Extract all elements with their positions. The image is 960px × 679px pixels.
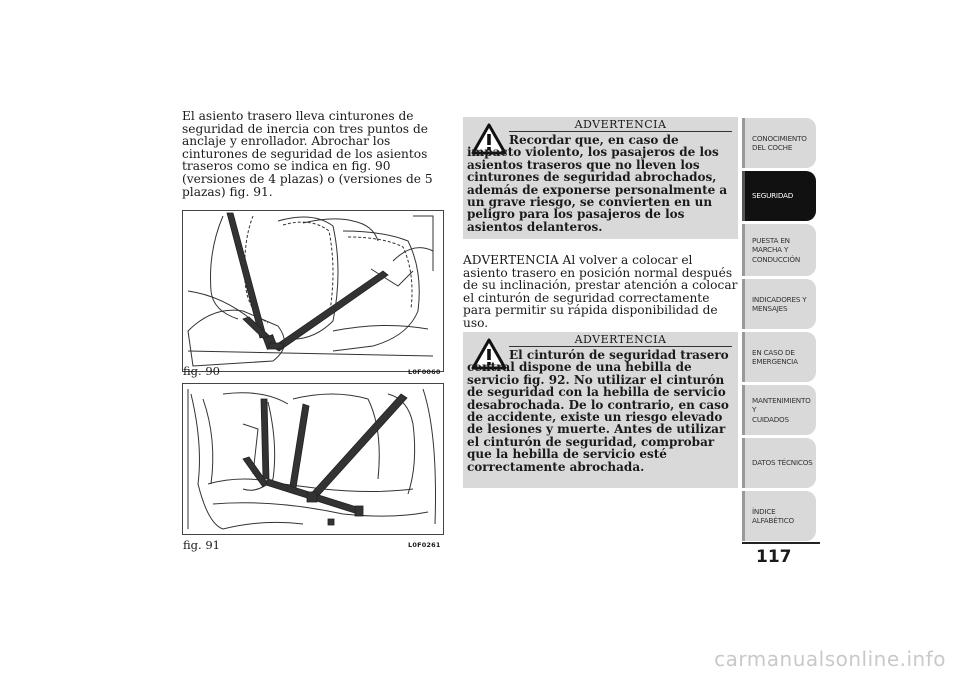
warning-box-2 (463, 332, 738, 488)
tab-label: ÍNDICE (752, 506, 776, 516)
warning-title: ADVERTENCIA (509, 117, 732, 132)
page-number-rule (742, 542, 820, 544)
tab-label: EMERGENCIA (752, 357, 798, 366)
figure-90-label: fig. 90 (183, 364, 220, 378)
figure-90-code: L0F0060 (408, 368, 441, 376)
warning-title: ADVERTENCIA (509, 332, 732, 347)
page-number: 117 (756, 547, 792, 567)
tab-seguridad[interactable] (742, 171, 816, 221)
tab-label: DATOS TÉCNICOS (752, 458, 813, 468)
tab-mantenimiento-y-cuidados[interactable] (742, 385, 816, 435)
tab-puesta-en-marcha[interactable] (742, 224, 816, 276)
tab-label: DEL COCHE (752, 143, 793, 152)
tab-label: MARCHA Y (752, 245, 789, 255)
figure-90-illustration (182, 210, 444, 372)
tab-label: MANTENIMIENTO Y (752, 395, 811, 415)
tab-label: MENSAJES (752, 304, 788, 313)
tab-datos-tecnicos[interactable] (742, 438, 816, 488)
intro-paragraph: El asiento trasero lleva cinturones de seguridad de inercia con tres puntos de anclaje y enrollador. Abrochar los cinturones de seguridad de los asientos traseros como se indica en fig. 90 (versiones de 4 plazas) o (versiones de 5 plazas) fig. 91. (182, 109, 433, 199)
tab-indice-alfabetico[interactable] (742, 491, 816, 541)
tab-label: INDICADORES Y (752, 294, 807, 304)
warning-body: El cinturón de seguridad trasero central dispone de una hebilla de servicio fig. 92. No utilizar el cinturón de seguridad con la hebilla de servicio desabrochada. De lo contrario, en caso de accidente, existe un riesgo elevado de lesiones y muerte. Antes de utilizar el cinturón de seguridad, comprobar que la hebilla de servicio esté correctamente abrochada. (467, 348, 729, 474)
warning-box-1 (463, 117, 738, 239)
tab-conocimiento-del-coche[interactable] (742, 118, 816, 168)
figure-91-code: L0F0261 (408, 541, 441, 549)
tab-label: CONOCIMIENTO (752, 133, 807, 143)
site-watermark: carmanualsonline.info (714, 647, 946, 671)
rear-seat-belt-4-seater-illustration (183, 211, 443, 371)
tab-label: SEGURIDAD (752, 191, 794, 201)
tab-en-caso-de-emergencia[interactable] (742, 332, 816, 382)
tab-label: ALFABÉTICO (752, 516, 794, 525)
rear-seat-belt-5-seater-illustration (183, 384, 443, 534)
figure-91-label: fig. 91 (183, 538, 220, 552)
figure-91-illustration (182, 383, 444, 535)
tab-label: PUESTA EN (752, 235, 790, 245)
tab-label: CUIDADOS (752, 414, 789, 424)
tab-label: EN CASO DE (752, 347, 795, 357)
seat-repositioning-note: ADVERTENCIA Al volver a colocar el asiento trasero en posición normal después de su inclinación, prestar atención a colocar el cinturón de seguridad correctamente para permitir su rápida disponibilidad de uso. (463, 253, 738, 330)
tab-label: CONDUCCIÓN (752, 254, 801, 264)
warning-body: Recordar que, en caso de impacto violento, los pasajeros de los asientos traseros que no lleven los cinturones de seguridad abrochados, además de exponerse personalmente a un grave riesgo, se convierten en un peligro para los pasajeros de los asientos delanteros. (467, 133, 728, 234)
tab-indicadores-y-mensajes[interactable] (742, 279, 816, 329)
